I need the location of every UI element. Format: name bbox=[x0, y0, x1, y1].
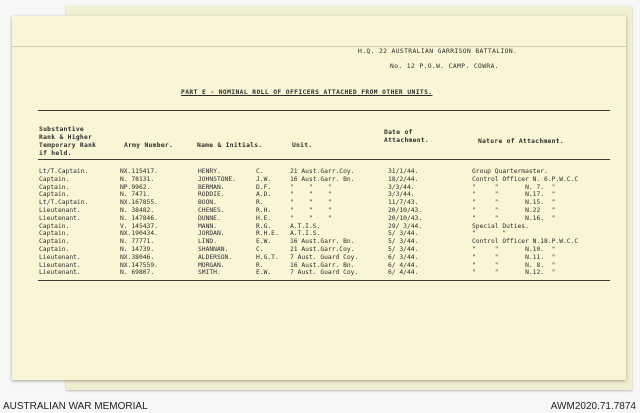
row-nature: Special Duties. bbox=[472, 222, 529, 230]
row-rank: Captain. bbox=[39, 222, 70, 230]
header-line-2: No. 12 P.O.W. CAMP. COWRA. bbox=[390, 63, 499, 70]
row-date: 6/ 4/44. bbox=[388, 261, 419, 269]
row-date: 6/ 3/44. bbox=[388, 253, 419, 261]
row-rank: Lt/T.Captain. bbox=[39, 199, 89, 207]
row-surname: ALDERSON. bbox=[198, 253, 233, 261]
row-nature: " " N.22 " bbox=[472, 207, 556, 214]
row-rank: Captain. bbox=[39, 175, 70, 183]
row-unit: 16 Aust.Garr. Bn. bbox=[290, 261, 355, 269]
row-surname: BERMAN. bbox=[198, 183, 225, 191]
row-army-number: NP.9962. bbox=[120, 183, 151, 191]
row-date: 5/ 3/44. bbox=[388, 238, 419, 246]
row-unit: 21 Aust.Garr.Coy. bbox=[290, 246, 355, 253]
row-unit: " " " bbox=[290, 199, 332, 207]
row-surname: DUNNE. bbox=[198, 214, 221, 222]
row-surname: MORGAN. bbox=[198, 261, 225, 269]
row-rank: Lieutenant. bbox=[39, 261, 81, 269]
row-date: 20/10/43. bbox=[388, 214, 423, 222]
row-rank: Lieutenant. bbox=[39, 269, 81, 277]
row-nature: " " N. 8. " bbox=[472, 261, 556, 269]
row-surname: JOHNSTONE. bbox=[198, 175, 236, 183]
row-army-number: N. 14739. bbox=[120, 246, 155, 253]
row-surname: CHENES. bbox=[198, 207, 225, 214]
row-army-number: N. 69807. bbox=[120, 269, 155, 277]
row-unit: " " " bbox=[290, 214, 332, 222]
row-unit: 21 Aust.Garr.Coy. bbox=[290, 168, 355, 175]
col-rank-line-3: Temporary Rank bbox=[39, 142, 97, 149]
row-rank: Lieutenant. bbox=[39, 214, 81, 222]
col-rank-line-2: Rank & Higher bbox=[39, 134, 93, 141]
footer-accession: AWM2020.71.7874 bbox=[550, 401, 636, 412]
row-unit: 16 Aust.Garr. Bn. bbox=[290, 238, 355, 246]
row-unit: A.T.I.S. bbox=[290, 222, 321, 230]
row-surname: MANN. bbox=[198, 222, 217, 230]
row-unit: " " " bbox=[290, 191, 332, 199]
row-date: 20/10/43. bbox=[388, 207, 423, 214]
row-nature: " " N.17. " bbox=[472, 191, 556, 199]
row-date: 3/3/44. bbox=[388, 183, 415, 191]
row-date: 6/ 4/44. bbox=[388, 269, 419, 277]
footer-institution: AUSTRALIAN WAR MEMORIAL bbox=[3, 401, 148, 412]
paper-edge-line bbox=[12, 46, 626, 47]
header-line-1: H.Q. 22 AUSTRALIAN GARRISON BATTALION. bbox=[358, 48, 518, 55]
row-date: 11/7/43. bbox=[388, 199, 419, 207]
top-rule bbox=[38, 110, 610, 111]
row-nature: Control Officer N.18.P.W.C.C bbox=[472, 238, 579, 246]
row-initials: H.E. bbox=[256, 214, 272, 222]
row-nature: Group Quartermaster. bbox=[472, 168, 548, 175]
row-initials: R. bbox=[256, 199, 264, 207]
col-rank-line-4: if held. bbox=[39, 150, 72, 157]
col-rank-line-1: Substantive bbox=[39, 126, 85, 133]
col-name-initials: Name & Initials. bbox=[197, 142, 263, 149]
row-initials: R.H.E. bbox=[256, 230, 279, 238]
document-title: PART E - NOMINAL ROLL OF OFFICERS ATTACHED FROM OTHER UNITS. bbox=[181, 89, 433, 96]
row-rank: Captain. bbox=[39, 230, 70, 238]
row-initials: C. bbox=[256, 168, 264, 175]
row-unit: 16 Aust.Garr. Bn. bbox=[290, 175, 355, 183]
row-nature: " " N.11. " bbox=[472, 253, 556, 261]
row-rank: Captain. bbox=[39, 183, 70, 191]
row-nature: Control Officer N. 6.P.W.C.C bbox=[472, 175, 579, 183]
row-rank: Lt/T.Captain. bbox=[39, 168, 89, 175]
row-date: 31/1/44. bbox=[388, 168, 419, 175]
row-army-number: N. 77771. bbox=[120, 238, 155, 246]
col-date-line-2: Attachment. bbox=[384, 137, 430, 144]
row-rank: Lieutenant. bbox=[39, 207, 81, 214]
row-surname: SHANNAN. bbox=[198, 246, 229, 253]
row-army-number: N. 7471. bbox=[120, 191, 151, 199]
col-army-number: Army Number. bbox=[124, 142, 174, 149]
row-surname: RODDIE. bbox=[198, 191, 225, 199]
row-nature: " " N.10. " bbox=[472, 246, 556, 253]
row-date: 29/ 3/44. bbox=[388, 222, 423, 230]
col-unit: Unit. bbox=[292, 142, 313, 149]
row-rank: Captain. bbox=[39, 191, 70, 199]
row-army-number: N. 38482. bbox=[120, 207, 155, 214]
row-date: 18/2/44. bbox=[388, 175, 419, 183]
row-surname: HENRY. bbox=[198, 168, 221, 175]
document-sheet bbox=[12, 16, 626, 380]
row-nature: " " N. 7. " bbox=[472, 183, 556, 191]
row-rank: Lieutenant. bbox=[39, 253, 81, 261]
row-date: 5/ 3/44. bbox=[388, 246, 419, 253]
row-rank: Captain. bbox=[39, 238, 70, 246]
row-surname: BOON. bbox=[198, 199, 217, 207]
col-nature: Nature of Attachment. bbox=[478, 138, 564, 145]
row-army-number: NX.190434. bbox=[120, 230, 158, 238]
row-nature: " " N.12. " bbox=[472, 269, 556, 277]
row-initials: A.D. bbox=[256, 191, 272, 199]
row-nature: " " N.16. " bbox=[472, 214, 556, 222]
header-rule bbox=[38, 159, 610, 160]
row-army-number: NX.38046. bbox=[120, 253, 155, 261]
row-date: 5/ 3/44. bbox=[388, 230, 419, 238]
row-unit: " " " bbox=[290, 207, 332, 214]
row-date: 3/3/44. bbox=[388, 191, 415, 199]
row-army-number: NX.167855. bbox=[120, 199, 158, 207]
row-surname: JORDAN. bbox=[198, 230, 225, 238]
row-initials: R. bbox=[256, 261, 264, 269]
row-army-number: N. 78131. bbox=[120, 175, 155, 183]
row-initials: R.G. bbox=[256, 222, 272, 230]
row-initials: E.W. bbox=[256, 238, 272, 246]
row-initials: E.W. bbox=[256, 269, 272, 277]
row-army-number: NX.115417. bbox=[120, 168, 158, 175]
bottom-rule bbox=[38, 280, 610, 281]
row-initials: J.W. bbox=[256, 175, 272, 183]
row-unit: " " " bbox=[290, 183, 332, 191]
row-unit: 7 Aust. Guard Coy. bbox=[290, 269, 359, 277]
row-nature: " " N.15. " bbox=[472, 199, 556, 207]
row-army-number: N. 147846. bbox=[120, 214, 158, 222]
row-army-number: V. 145437. bbox=[120, 222, 158, 230]
row-army-number: NX.147559. bbox=[120, 261, 158, 269]
row-surname: SMITH. bbox=[198, 269, 221, 277]
row-nature: " " bbox=[472, 230, 507, 238]
row-initials: D.F. bbox=[256, 183, 272, 191]
row-initials: C. bbox=[256, 246, 264, 253]
row-unit: 7 Aust. Guard Coy. bbox=[290, 253, 359, 261]
col-date-line-1: Date of bbox=[384, 129, 413, 136]
row-initials: R.H. bbox=[256, 207, 272, 214]
row-rank: Captain. bbox=[39, 246, 70, 253]
row-initials: H.G.T. bbox=[256, 253, 279, 261]
row-unit: A.T.I.S. bbox=[290, 230, 321, 238]
row-surname: LIND. bbox=[198, 238, 217, 246]
